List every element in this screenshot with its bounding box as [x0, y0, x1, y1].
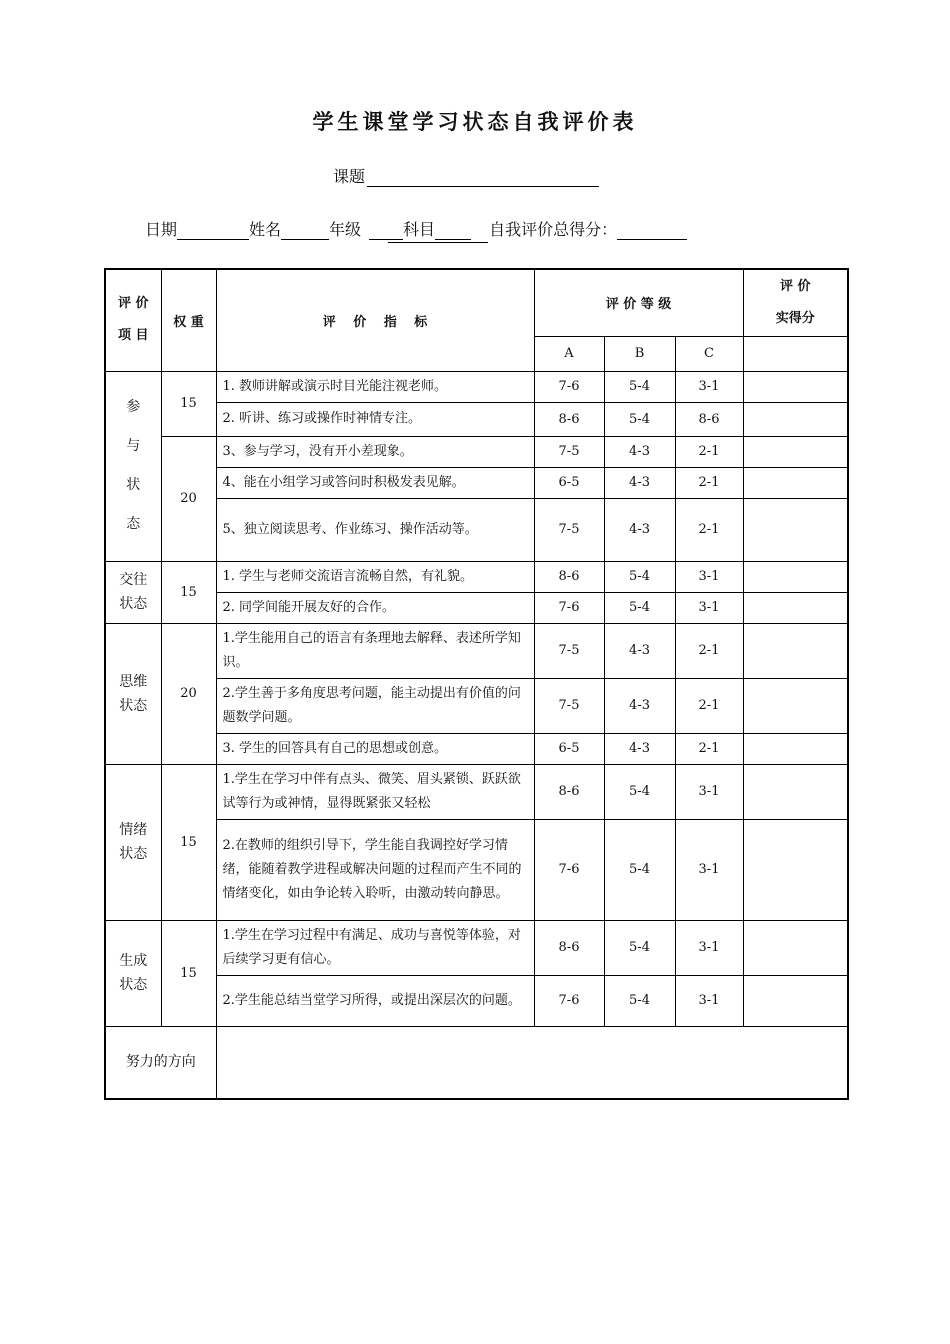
grade-b-cell: 5-4 — [604, 819, 675, 920]
weight-cell: 15 — [161, 764, 216, 920]
indicator-cell: 1. 教师讲解或演示时目光能注视老师。 — [216, 371, 534, 402]
grade-c-cell: 2-1 — [675, 678, 743, 733]
grade-b-cell: 4-3 — [604, 733, 675, 764]
score-input-cell[interactable] — [743, 467, 848, 498]
grade-b-cell: 5-4 — [604, 402, 675, 436]
grade-label: 年级 — [329, 220, 362, 239]
subject-label: 科目 — [403, 220, 436, 239]
grade-b-cell: 4-3 — [604, 623, 675, 678]
indicator-cell: 1. 学生与老师交流语言流畅自然，有礼貌。 — [216, 561, 534, 592]
category-interaction: 交往 状态 — [105, 561, 161, 623]
weight-cell: 15 — [161, 561, 216, 623]
grade-b-cell: 5-4 — [604, 764, 675, 819]
grade-subject-underline — [388, 242, 488, 243]
score-input-cell[interactable] — [743, 402, 848, 436]
grade-c-cell: 3-1 — [675, 975, 743, 1026]
topic-label: 课题 — [333, 167, 366, 186]
grade-c-cell: 3-1 — [675, 592, 743, 623]
grade-a-cell: 7-6 — [534, 371, 604, 402]
grade-a-cell: 7-6 — [534, 975, 604, 1026]
evaluation-table — [104, 268, 849, 1100]
indicator-cell: 4、能在小组学习或答问时积极发表见解。 — [216, 467, 534, 498]
category-participation: 参 与 状 态 — [105, 371, 161, 561]
grade-c-cell: 3-1 — [675, 371, 743, 402]
grade-c-cell: 2-1 — [675, 467, 743, 498]
name-label: 姓名 — [249, 220, 282, 239]
grade-c-cell: 3-1 — [675, 764, 743, 819]
score-blank[interactable] — [617, 221, 687, 240]
grade-c-cell: 3-1 — [675, 920, 743, 975]
score-input-cell[interactable] — [743, 592, 848, 623]
grade-a-cell: 8-6 — [534, 764, 604, 819]
indicator-cell: 2.学生善于多角度思考问题，能主动提出有价值的问题数学问题。 — [216, 678, 534, 733]
score-input-cell[interactable] — [743, 436, 848, 467]
grade-c-cell: 2-1 — [675, 436, 743, 467]
header-actual: 评 价 实得分 — [743, 269, 848, 336]
indicator-cell: 3. 学生的回答具有自己的思想或创意。 — [216, 733, 534, 764]
indicator-cell: 2. 同学间能开展友好的合作。 — [216, 592, 534, 623]
topic-blank[interactable] — [367, 168, 599, 187]
indicator-cell: 5、独立阅读思考、作业练习、操作活动等。 — [216, 498, 534, 561]
grade-b-cell: 5-4 — [604, 920, 675, 975]
name-blank[interactable] — [281, 221, 329, 240]
score-input-cell[interactable] — [743, 764, 848, 819]
grade-c-cell: 2-1 — [675, 498, 743, 561]
grade-a-cell: 7-5 — [534, 436, 604, 467]
header-item: 评 价 项 目 — [105, 269, 161, 371]
grade-a-cell: 7-6 — [534, 592, 604, 623]
score-input-cell[interactable] — [743, 371, 848, 402]
header-grade-b: B — [604, 336, 675, 371]
indicator-cell: 2. 听讲、练习或操作时神情专注。 — [216, 402, 534, 436]
grade-blank[interactable] — [369, 221, 403, 240]
grade-b-cell: 5-4 — [604, 371, 675, 402]
score-input-cell[interactable] — [743, 920, 848, 975]
category-generation: 生成 状态 — [105, 920, 161, 1026]
grade-a-cell: 7-5 — [534, 678, 604, 733]
weight-cell: 15 — [161, 371, 216, 436]
grade-a-cell: 7-5 — [534, 498, 604, 561]
grade-a-cell: 6-5 — [534, 733, 604, 764]
weight-cell: 15 — [161, 920, 216, 1026]
score-input-cell[interactable] — [743, 678, 848, 733]
grade-b-cell: 5-4 — [604, 592, 675, 623]
grade-c-cell: 3-1 — [675, 561, 743, 592]
grade-a-cell: 6-5 — [534, 467, 604, 498]
indicator-cell: 1.学生在学习中伴有点头、微笑、眉头紧锁、跃跃欲试等行为或神情，显得既紧张又轻松 — [216, 764, 534, 819]
weight-cell: 20 — [161, 436, 216, 561]
indicator-cell: 2.在教师的组织引导下，学生能自我调控好学习情绪，能随着教学进程或解决问题的过程而产生不同的情绪变化，如由争论转入聆听，由激动转向静思。 — [216, 819, 534, 920]
grade-a-cell: 8-6 — [534, 920, 604, 975]
header-grade-a: A — [534, 336, 604, 371]
score-label: 自我评价总得分： — [489, 220, 618, 239]
category-thinking: 思维 状态 — [105, 623, 161, 764]
category-emotion: 情绪 状态 — [105, 764, 161, 920]
grade-b-cell: 4-3 — [604, 678, 675, 733]
grade-a-cell: 8-6 — [534, 561, 604, 592]
header-actual-blank — [743, 336, 848, 371]
grade-b-cell: 5-4 — [604, 975, 675, 1026]
grade-c-cell: 3-1 — [675, 819, 743, 920]
form-title: 学生课堂学习状态自我评价表 — [312, 110, 638, 134]
header-level: 评 价 等 级 — [534, 269, 743, 336]
score-input-cell[interactable] — [743, 623, 848, 678]
grade-b-cell: 4-3 — [604, 498, 675, 561]
weight-cell: 20 — [161, 623, 216, 764]
indicator-cell: 3、参与学习，没有开小差现象。 — [216, 436, 534, 467]
date-blank[interactable] — [177, 221, 249, 240]
grade-a-cell: 7-5 — [534, 623, 604, 678]
grade-c-cell: 8-6 — [675, 402, 743, 436]
score-input-cell[interactable] — [743, 819, 848, 920]
header-weight: 权 重 — [161, 269, 216, 371]
subject-blank[interactable] — [435, 221, 471, 240]
direction-label: 努力的方向 — [105, 1026, 216, 1099]
score-input-cell[interactable] — [743, 975, 848, 1026]
info-line — [145, 217, 687, 240]
indicator-cell: 1.学生在学习过程中有满足、成功与喜悦等体验，对后续学习更有信心。 — [216, 920, 534, 975]
header-indicator: 评 价 指 标 — [216, 269, 534, 371]
topic-line — [333, 164, 599, 187]
grade-b-cell: 4-3 — [604, 436, 675, 467]
score-input-cell[interactable] — [743, 733, 848, 764]
score-input-cell[interactable] — [743, 498, 848, 561]
grade-c-cell: 2-1 — [675, 733, 743, 764]
grade-c-cell: 2-1 — [675, 623, 743, 678]
direction-input-cell[interactable] — [216, 1026, 848, 1099]
indicator-cell: 1.学生能用自己的语言有条理地去解释、表述所学知识。 — [216, 623, 534, 678]
grade-b-cell: 5-4 — [604, 561, 675, 592]
date-label: 日期 — [145, 220, 178, 239]
score-input-cell[interactable] — [743, 561, 848, 592]
grade-b-cell: 4-3 — [604, 467, 675, 498]
grade-a-cell: 8-6 — [534, 402, 604, 436]
indicator-cell: 2.学生能总结当堂学习所得，或提出深层次的问题。 — [216, 975, 534, 1026]
header-grade-c: C — [675, 336, 743, 371]
grade-a-cell: 7-6 — [534, 819, 604, 920]
